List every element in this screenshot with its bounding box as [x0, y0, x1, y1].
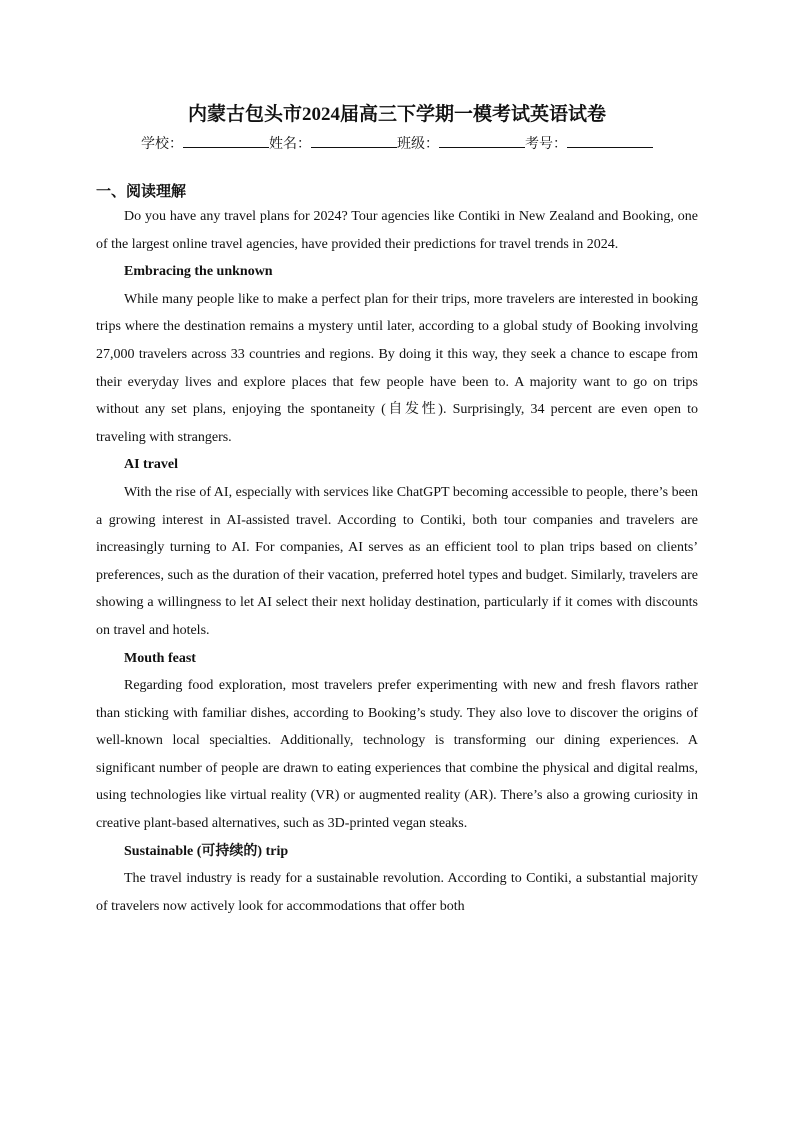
- exam-page: [96, 100, 698, 920]
- section-heading: 一、阅读理解: [96, 182, 187, 200]
- passage-intro: Do you have any travel plans for 2024? Tour agencies like Contiki in New Zealand and Booking, one of the largest online travel agencies, have provided their predictions for travel trends in 2024.: [96, 209, 698, 252]
- subheading-mouth-feast: Mouth feast: [124, 650, 196, 666]
- student-info-fields: [96, 132, 698, 155]
- subheading-unknown: Embracing the unknown: [124, 264, 273, 280]
- name-blank[interactable]: [311, 133, 397, 148]
- paragraph-unknown: While many people like to make a perfect plan for their trips, more travelers are interested in booking trips where the destination remains a mystery until later, according to a global study of Booking involving 27,000 travelers across 33 countries and regions. By doing it this way, they seek a chance to escape from their everyday lives and explore places that few people have been to. A majority want to go on trips without any set plans, enjoying the spontaneity (自发性). Surprisingly, 34 percent are even open to traveling with strangers.: [96, 291, 698, 445]
- paragraph-sustainable: The travel industry is ready for a sustainable revolution. According to Contiki, a substantial majority of travelers now actively look for accommodations that offer both: [96, 871, 698, 914]
- field-label-name: 姓名：: [269, 136, 311, 152]
- subheading-ai-travel: AI travel: [124, 457, 179, 473]
- class-blank[interactable]: [439, 133, 525, 148]
- field-label-class: 班级：: [397, 136, 439, 152]
- field-label-school: 学校：: [141, 136, 183, 152]
- subheading-sustainable: Sustainable (可持续的) trip: [124, 843, 289, 859]
- paragraph-ai-travel: With the rise of AI, especially with services like ChatGPT becoming accessible to people, there’s been a growing interest in AI-assisted travel. According to Contiki, both tour companies and travelers are increasingly turning to AI. For companies, AI serves as an efficient tool to plan trips based on clients’ preferences, such as the duration of their vacation, preferred hotel types and budget. Similarly, travelers are showing a willingness to let AI select their next holiday destination, particularly if it comes with discounts on travel and hotels.: [96, 484, 698, 638]
- exam-title: 内蒙古包头市2024届高三下学期一模考试英语试卷: [187, 104, 606, 125]
- field-label-exam-number: 考号：: [525, 136, 567, 152]
- school-blank[interactable]: [183, 133, 269, 148]
- paragraph-mouth-feast: Regarding food exploration, most travelers prefer experimenting with new and fresh flavors rather than sticking with familiar dishes, according to Booking’s study. They also love to discover the origins of well-known local specialties. Additionally, technology is transforming our dining experiences. A significant number of people are drawn to eating experiences that combine the physical and digital realms, using technologies like virtual reality (VR) or augmented reality (AR). There’s also a growing curiosity in creative plant-based alternatives, such as 3D-printed vegan steaks.: [96, 678, 698, 832]
- exam-number-blank[interactable]: [567, 133, 653, 148]
